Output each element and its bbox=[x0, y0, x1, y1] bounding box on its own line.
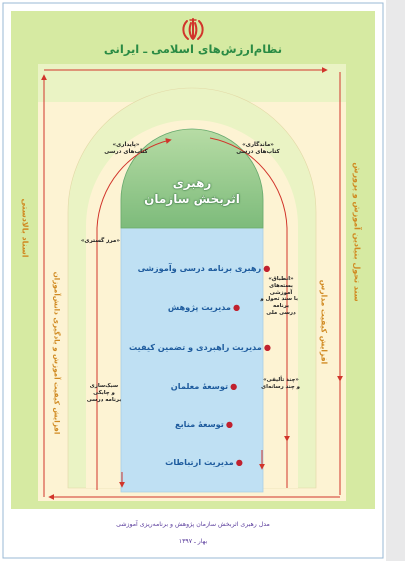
note-mandegari: «ماندگاری» کتاب‌های درسی bbox=[236, 142, 280, 155]
side-label-right-outer: سند تحول بنیادین آموزش و پرورش bbox=[352, 162, 362, 302]
bullet-icon: ● bbox=[230, 381, 238, 391]
footer-date: بهار ـ ۱۳۹۷ bbox=[178, 538, 208, 545]
menu-item-research: ●مدیریت پژوهش bbox=[167, 302, 241, 312]
note-chand: «چند تألیفی» و چند رسانه‌ای bbox=[261, 377, 300, 390]
leadership-subtitle: اثربخش سازمان bbox=[144, 192, 240, 206]
menu-item-strategic: ●مدیریت راهبردی و تضمین کیفیت bbox=[128, 342, 271, 352]
bullet-icon: ● bbox=[232, 302, 241, 312]
bullet-icon: ● bbox=[263, 342, 271, 352]
side-label-right-inner: افزایش کیفیت مدارس bbox=[319, 279, 329, 365]
menu-item-communications: ●مدیریت ارتباطات bbox=[165, 457, 243, 467]
note-payedari: «پایداری» کتاب‌های درسی bbox=[104, 142, 148, 155]
side-label-left-inner: افزایش کیفیت آموزش و یادگیری دانش‌آموزان bbox=[52, 271, 62, 435]
leadership-title: رهبری bbox=[172, 176, 212, 190]
menu-item-curriculum: ●رهبری برنامه درسی وآموزشی bbox=[137, 263, 271, 273]
note-tatbiq: «انطباق» بسته‌های آموزشی با سند تحول و برنامه درسی ملی bbox=[260, 276, 298, 316]
header-title: نظام‌ارزش‌های اسلامی ـ ایرانی bbox=[103, 42, 283, 56]
menu-item-teachers: ●توسعۀ معلمان bbox=[170, 381, 238, 391]
note-sabok: سبک‌سازی و چابکی برنامه درسی bbox=[86, 383, 122, 403]
footer-caption: مدل رهبری اثربخش سازمان پژوهش و برنامه‌ریزی آموزشی bbox=[116, 521, 270, 528]
bullet-icon: ● bbox=[235, 457, 243, 467]
bullet-icon: ● bbox=[225, 419, 233, 429]
bullet-icon: ● bbox=[263, 263, 271, 273]
note-marzgostari: «مرز گستری» bbox=[80, 238, 120, 244]
side-label-left-outer: اسناد بالادستی bbox=[20, 198, 30, 258]
menu-item-resources: ●توسعۀ منابع bbox=[174, 419, 233, 429]
